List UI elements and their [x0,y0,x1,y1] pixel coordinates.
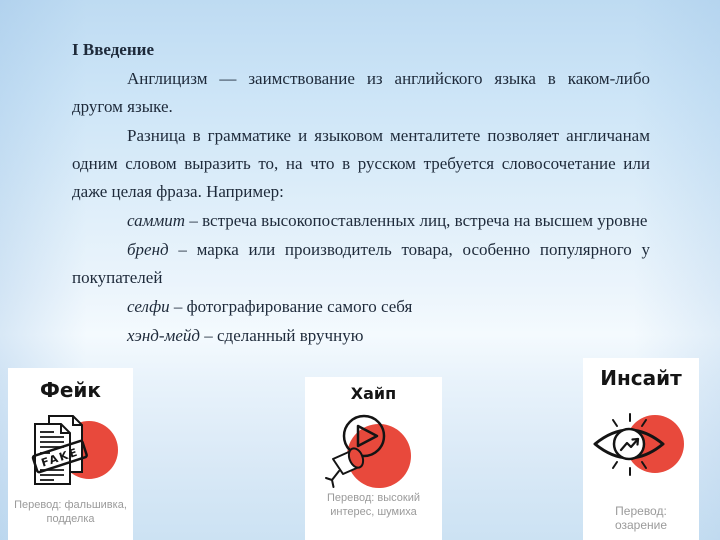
card-insight-translation: Перевод: озарение [614,504,668,532]
fake-documents-icon [8,412,133,495]
megaphone-play-icon [305,413,442,498]
slide-heading: I Введение [72,40,154,59]
term-summit [72,207,650,235]
card-fake [8,368,133,540]
card-fake-title: Фейк [40,378,101,402]
term-selfie [72,293,650,321]
term-word: саммит [127,211,186,230]
card-hype-translation: Перевод: высокий интерес, шумиха [327,492,420,518]
term-word: хэнд-мейд [127,326,201,345]
slide-text-block [72,36,650,351]
term-definition: – сделанный вручную [200,326,364,345]
term-brand [72,236,650,292]
term-word: селфи [127,297,170,316]
term-definition: – встреча высокопоставленных лиц, встреча на высшем уровне [185,211,648,230]
card-hype-title: Хайп [350,384,397,403]
fake-stamp-text: FAKE [39,445,81,470]
card-fake-translation: Перевод: фальшивка, подделка [14,499,127,525]
card-insight-title: Инсайт [600,366,682,390]
term-definition: – марка или производитель товара, особенно популярного у покупателей [72,240,650,287]
paragraph-anglicism: Англицизм — заимствование из английского языка в каком-либо другом языке. [72,69,650,116]
paragraph-difference: Разница в грамматике и языковом менталитете позволяет англичанам одним словом выразить то, на что в русском требуется словосочетание или даже целая фраза. Например: [72,126,650,201]
term-word: бренд [127,240,169,259]
term-definition: – фотографирование самого себя [169,297,413,316]
term-handmade [72,322,650,350]
card-hype [305,377,442,540]
insight-eye-icon [583,406,699,489]
card-insight [583,358,699,540]
